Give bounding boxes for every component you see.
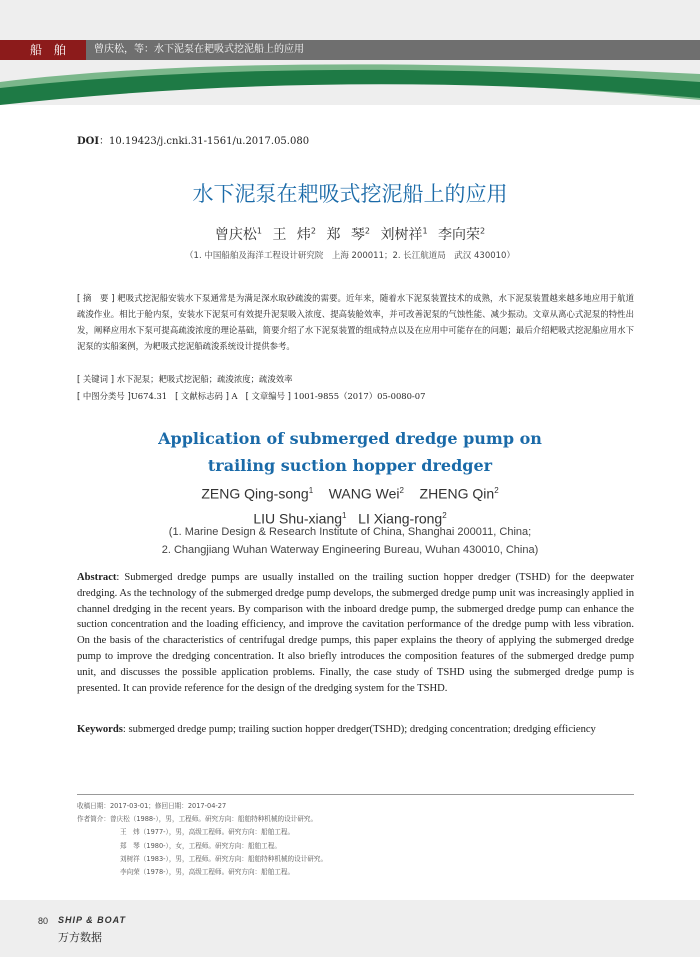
keywords-text: 水下泥泵；耙吸式挖泥船；疏浚浓度；疏浚效率	[116, 374, 293, 384]
keywords-label: [ 关键词 ]	[77, 374, 114, 384]
classification-line	[77, 390, 425, 402]
footnote-divider	[77, 794, 634, 795]
footnotes	[77, 800, 327, 879]
title-english-line: trailing suction hopper dredger	[207, 456, 493, 475]
author-name: WANG Wei	[328, 485, 400, 502]
doi-value: ：10.19423/j.cnki.31-1561/u.2017.05.080	[99, 136, 310, 147]
article-number-label: [ 文章编号 ]	[245, 391, 291, 401]
author-bio: 刘树祥（1983-），男，工程师。研究方向：船舶特种机械的设计研究。	[120, 854, 328, 863]
author-affil-mark: 1	[308, 486, 314, 495]
journal-tag: 船 舶	[0, 40, 86, 60]
title-english	[0, 425, 700, 479]
doc-code-value: A	[231, 391, 238, 401]
page-footer	[0, 900, 700, 957]
author-name: 李向荣	[438, 227, 480, 243]
abstract-chinese	[77, 290, 634, 354]
clc-value: U674.31	[130, 391, 168, 401]
received-dates: 收稿日期：2017-03-01；修回日期：2017-04-27	[77, 802, 227, 810]
abstract-text: 耙吸式挖泥船安装水下泵通常是为满足深水取砂疏浚的需要。近年来，随着水下泥泵装置技术的成熟，水下泥泵装置越来越多地应用于航道疏浚作业。相比于舱内泵，安装水下泥泵可有效提升泥泵吸入浓度、提高装舱效率，并可改善泥泵的气蚀性能、减少振动。文章从离心式泥泵的特性出发，阐释应用水下泵可提高疏浚浓度的理论基础，简要介绍了水下泥泵装置的组成特点以及在应用中可能存在的问题；最后介绍耙吸式挖泥船应用水下泥泵的实船案例，为耙吸式挖泥船疏浚系统设计提供参考。	[77, 293, 635, 351]
title-english-line: Application of submerged dredge pump on	[158, 429, 542, 448]
author-name: 曾庆松	[214, 227, 257, 243]
abstract-text: : Submerged dredge pumps are usually installed on the trailing suction hopper dredger (TSHD) for the deepwater dredging. As the technology of the submerged dredge pump develops, the submerged dredge pump unit was increasingly applied in channel dredging in the recent years. By comparison with the inboard dredge pump, the submerged dredge pump can enhance the suction concentration and the loading efficiency, and improve the cavitation performance of the dredge pump with less vibration. On the basis of the characteristics of centrifugal dredge pumps, this paper explains the theory of applying the submerged dredge pump to improve the dredging concentration. It also briefly introduces the composition features of the submerged dredge pump unit, and discusses the possible application problems. Finally, the case study of TSHD using the submerged dredge pump is presented. It can provide reference for the design of the dredging system for the TSHD.	[77, 572, 634, 694]
keywords-label: Keywords	[77, 724, 123, 735]
author-bio: 曾庆松（1988-），男，工程师。研究方向：船舶特种机械的设计研究。	[109, 815, 318, 824]
author-name: 郑 琴	[326, 227, 365, 243]
abstract-label: [ 摘 要 ]	[77, 293, 115, 303]
keywords-text: : submerged dredge pump; trailing suction hopper dredger(TSHD); dredging concentration; dredging efficiency	[122, 724, 596, 735]
author-affil-mark: 1	[256, 226, 262, 236]
author-affil-mark: 1	[422, 226, 428, 236]
abstract-english	[77, 570, 634, 696]
authors-chinese	[0, 224, 700, 244]
author-name: 王 炜	[272, 227, 311, 243]
abstract-label: Abstract	[77, 572, 117, 583]
author-bio: 郑 琴（1980-），女，工程师。研究方向：船舶工程。	[120, 841, 281, 850]
author-affil-mark: 1	[342, 510, 347, 520]
keywords-chinese	[77, 373, 293, 385]
header-wave-graphic	[0, 60, 700, 105]
affiliations-chinese: （1. 中国船舶及海洋工程设计研究院 上海 200011；2. 长江航道局 武汉 430010）	[185, 251, 515, 261]
affiliation-line: (1. Marine Design & Research Institute of China, Shanghai 200011, China;	[168, 526, 532, 538]
journal-name: SHIP & BOAT	[58, 915, 127, 925]
author-name: ZENG Qing-song	[201, 485, 309, 502]
authors-english-line	[0, 480, 700, 505]
author-affil-mark: 2	[480, 226, 486, 236]
author-name: ZHENG Qin	[419, 485, 495, 502]
doi-line	[77, 132, 309, 147]
authors-english	[0, 480, 700, 529]
author-bio-line	[77, 813, 327, 826]
watermark-text: 万方数据	[58, 931, 102, 944]
affiliations-english	[0, 523, 700, 559]
author-bio-label: 作者简介：	[77, 815, 110, 824]
affiliation-line: 2. Changjiang Wuhan Waterway Engineering Bureau, Wuhan 430010, China)	[161, 544, 539, 556]
article-number-value: 1001-9855（2017）05-0080-07	[293, 391, 426, 401]
author-name: 刘树祥	[380, 227, 423, 243]
author-affil-mark: 2	[364, 226, 370, 236]
keywords-english	[77, 722, 634, 738]
author-affil-mark: 2	[399, 486, 404, 495]
running-title: 曾庆松，等：水下泥泵在耙吸式挖泥船上的应用	[86, 40, 700, 60]
doc-code-label: [ 文献标志码 ]	[175, 391, 229, 401]
doi-label: DOI	[77, 136, 100, 147]
clc-label: [ 中图分类号 ]	[77, 391, 131, 401]
author-affil-mark: 2	[494, 486, 499, 495]
author-bio: 王 炜（1977-），男，高级工程师。研究方向：船舶工程。	[120, 828, 295, 837]
page-header	[0, 0, 700, 105]
author-name: LIU Shu-xiang	[253, 510, 343, 527]
author-bio: 李向荣（1978-），男，高级工程师。研究方向：船舶工程。	[120, 868, 295, 877]
author-affil-mark: 2	[310, 226, 316, 236]
author-name: LI Xiang-rong	[358, 510, 443, 527]
page-number: 80	[38, 916, 49, 926]
author-affil-mark: 2	[442, 510, 447, 520]
title-chinese: 水下泥泵在耙吸式挖泥船上的应用	[192, 182, 508, 206]
